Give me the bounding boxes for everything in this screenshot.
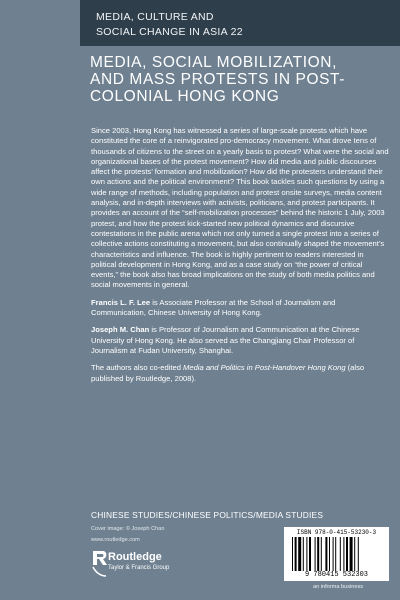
author1-name: Francis L. F. Lee — [91, 297, 151, 307]
barcode-bars — [292, 537, 381, 571]
subject-categories: CHINESE STUDIES/CHINESE POLITICS/MEDIA STUDIES — [91, 510, 324, 520]
book-title — [90, 54, 390, 105]
publisher-group: Taylor & Francis Group — [108, 565, 170, 571]
author2-name: Joseph M. Chan — [91, 325, 150, 335]
author1-bio: is Associate Professor at the School of Journalism and Communication, Chinese University of Hong Kong. — [91, 297, 336, 318]
informa-tagline: an informa business — [313, 584, 364, 590]
isbn-label: ISBN 978-0-415-53230-3 — [296, 529, 377, 536]
barcode-number: 9 780415 532303 — [304, 571, 368, 579]
publisher-website: www.routledge.com — [91, 537, 140, 543]
description-paragraph: Since 2003, Hong Kong has witnessed a series of large-scale protests which have constituted the core of a reinvigorated pro-democracy movement. What drove tens of thousands of citizens to the street on a yearly basis to protest? What were the social and organizational bases of the protest movement? How did media and public discourses affect the protests’ formation and mobilization? How did the protesters understand their own actions and the political environment? This book tackles such questions by using a wide range of methods, including population and protest onsite surveys, media content analysis, and in-depth interviews with activists, politicians, and protest participants. It provides an account of the “self-mobilization processes” behind the historic 1 July, 2003 protest, and how the protest kick-started new political dynamics and discursive contestations in the public arena which not only turned a single protest into a series of collective actions constituting a movement, but also continually shaped the movement’s characteristics and influence. The book is highly pertinent to readers interested in political development in Hong Kong, and as a case study on “the power of critical events,” the book also has broad implications on the study of both media politics and social movements in general. — [91, 126, 389, 290]
author1-paragraph — [91, 298, 389, 319]
cover-credit: Cover image: © Joseph Chan — [91, 526, 165, 532]
series-banner — [80, 0, 400, 46]
book-title-line3: COLONIAL HONG KONG — [90, 88, 280, 105]
back-cover-blurb — [91, 126, 389, 391]
coedit-paragraph — [91, 363, 389, 384]
series-name-line1: MEDIA, CULTURE AND — [96, 11, 214, 23]
coedit-pre: The authors also co-edited — [91, 363, 184, 373]
book-title-line2: AND MASS PROTESTS IN POST- — [90, 71, 346, 88]
book-title-line1: MEDIA, SOCIAL MOBILIZATION, — [90, 54, 338, 71]
author2-bio: is Professor of Journalism and Communication at the Chinese University of Hong Kong. He also served as the Changjiang Chair Professor of Journalism at Fudan University, Shanghai. — [91, 325, 360, 355]
isbn-barcode — [284, 527, 389, 581]
coedit-title: Media and Politics in Post-Handover Hong Kong — [183, 363, 346, 373]
publisher-name: Routledge — [108, 551, 162, 563]
series-name-line2: SOCIAL CHANGE IN ASIA 22 — [96, 26, 243, 38]
author2-paragraph — [91, 325, 389, 356]
coedit-post: (also published by Routledge, 2008). — [91, 363, 365, 383]
